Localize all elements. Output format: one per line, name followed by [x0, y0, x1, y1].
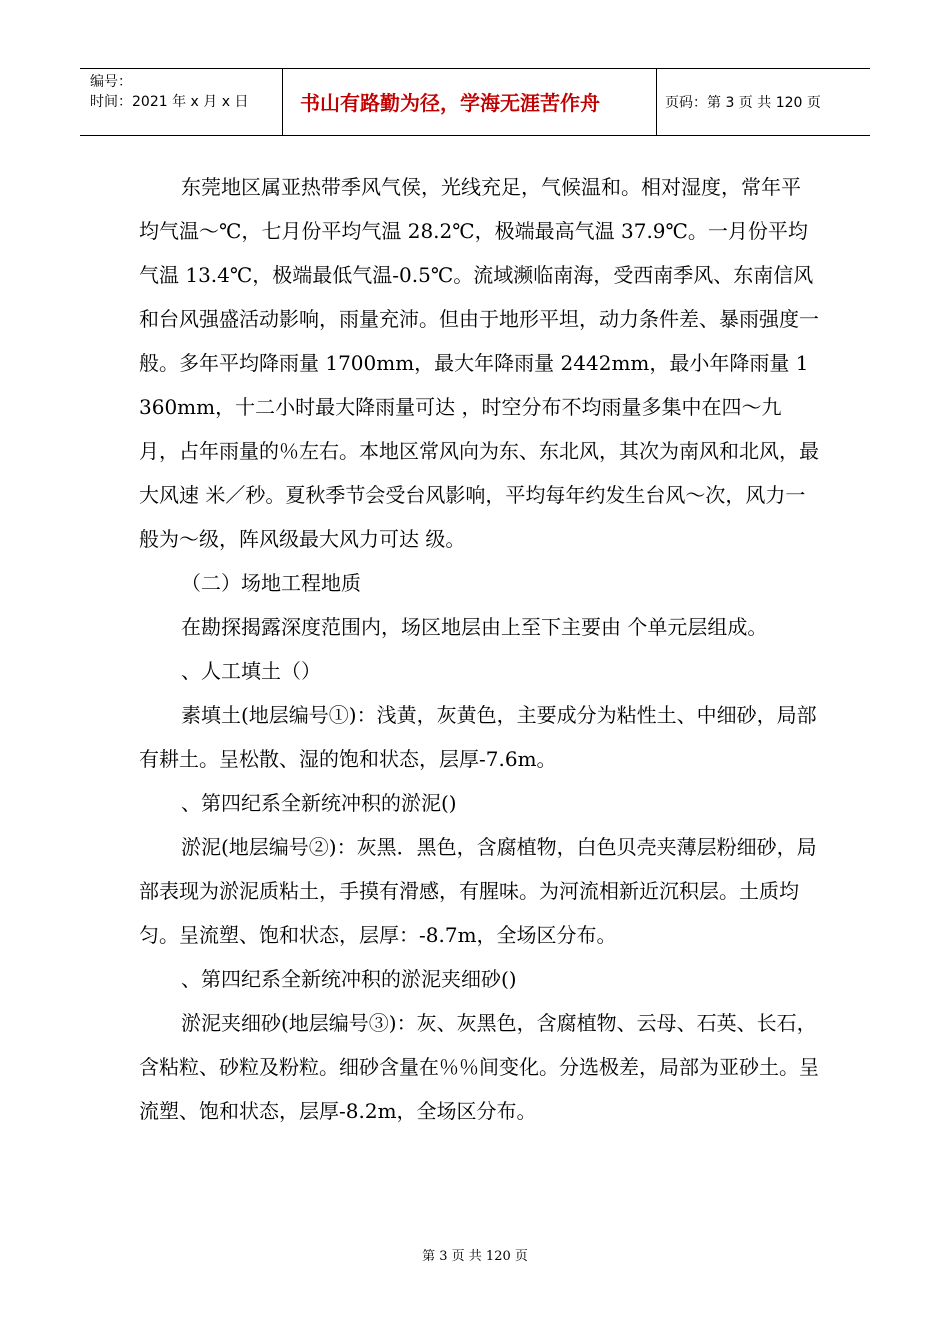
- subheading-fill: 、人工填土（）: [181, 659, 321, 683]
- header-motto: 书山有路勤为径，学海无涯苦作舟: [283, 69, 657, 135]
- header-page-info: 页码：第 3 页 共 120 页: [665, 95, 821, 111]
- number-label: 编号：: [90, 74, 132, 90]
- header-left-cell: [80, 69, 283, 135]
- paragraph-climate: 东莞地区属亚热带季风气侯，光线充足，气候温和。相对湿度，常年平均气温～℃，七月份平均气温 28.2℃，极端最高气温 37.9℃。一月份平均气温 13.4℃，极端最低气温-0.5℃。流域濒临南海，受西南季风、东南信风和台风强盛活动影响，雨量充沛。但由于地形平坦，动力条件差、暴雨强度一般。多年平均降雨量 1700mm，最大年降雨量 2442mm，最小年降雨量 1360mm，十二小时最大降雨量可达 ，时空分布不均雨量多集中在四～九月，占年雨量的％左右。本地区常风向为东、东北风，其次为南风和北风，最大风速 米／秒。夏秋季节会受台风影响，平均每年约发生台风～次，风力一般为～级，阵风级最大风力可达 级。: [139, 175, 819, 551]
- page-footer: 第 3 页 共 120 页: [422, 1249, 528, 1264]
- paragraph-silt-sand: 淤泥夹细砂(地层编号③)：灰、灰黑色，含腐植物、云母、石英、长石，含粘粒、砂粒及粉粒。细砂含量在％％间变化。分选极差，局部为亚砂土。呈流塑、饱和状态，层厚-8.2m，全场区分布。: [139, 1011, 819, 1123]
- section-heading-geology: （二）场地工程地质: [181, 571, 361, 595]
- document-body: [139, 165, 819, 1133]
- page-header: [80, 68, 870, 136]
- paragraph-silt: 淤泥(地层编号②)：灰黑．黑色，含腐植物，白色贝壳夹薄层粉细砂，局部表现为淤泥质粘土，手摸有滑感，有腥味。为河流相新近沉积层。土质均匀。呈流塑、饱和状态，层厚：-8.7m，全场区分布。: [139, 835, 817, 947]
- subheading-silt-sand: 、第四纪系全新统冲积的淤泥夹细砂(): [181, 967, 517, 991]
- subheading-silt: 、第四纪系全新统冲积的淤泥(): [181, 791, 457, 815]
- paragraph-strata-intro: 在勘探揭露深度范围内，场区地层由上至下主要由 个单元层组成。: [181, 615, 768, 639]
- paragraph-fill: 素填土(地层编号①)：浅黄，灰黄色，主要成分为粘性土、中细砂，局部有耕土。呈松散、湿的饱和状态，层厚-7.6m。: [139, 703, 817, 771]
- date-label: 时间：2021 年 x 月 x 日: [90, 94, 249, 110]
